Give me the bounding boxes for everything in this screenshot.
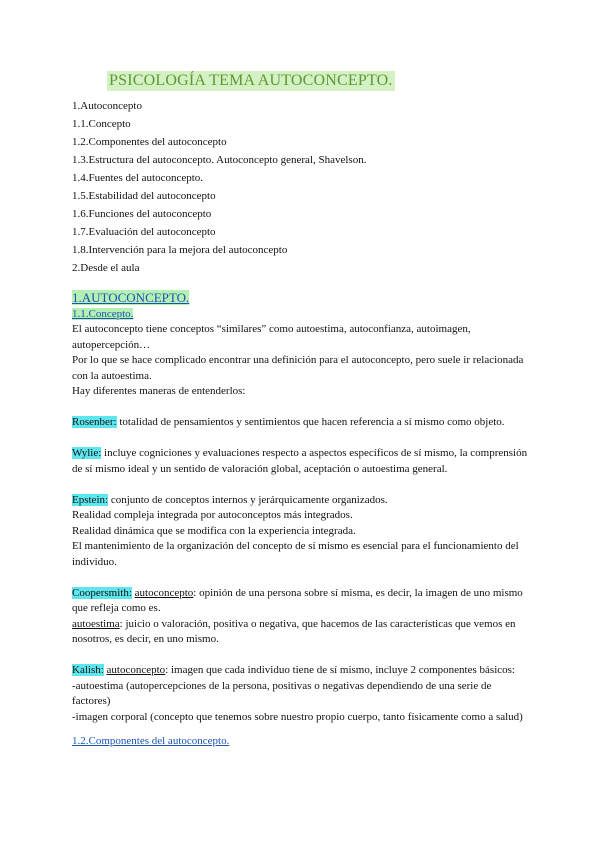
intro-paragraph: Hay diferentes maneras de entenderlos: <box>72 385 246 397</box>
toc-item: 1.Autoconcepto <box>72 100 142 112</box>
author-name: Coopersmith: <box>72 586 132 599</box>
toc-item: 1.7.Evaluación del autoconcepto <box>72 226 216 238</box>
toc-item: 1.4.Fuentes del autoconcepto. <box>72 172 204 184</box>
toc-item: 1.2.Componentes del autoconcepto <box>72 136 227 148</box>
author-name: Rosenber: <box>72 416 117 428</box>
definition-rosenber <box>72 415 532 431</box>
definition-text: : opinión de una persona sobre sí misma, es decir, la imagen de uno mismo que refleja como es. <box>72 586 523 614</box>
intro-paragraph: Por lo que se hace complicado encontrar una definición para el autoconcepto, pero suele ir relacionada con la autoestima. <box>72 354 524 382</box>
term: autoconcepto <box>106 664 166 676</box>
toc-item: 1.3.Estructura del autoconcepto. Autoconcepto general, Shavelson. <box>72 154 367 166</box>
author-name: Wylie: <box>72 447 102 459</box>
subsection-heading: 1.1.Concepto. <box>72 308 134 320</box>
toc-item: 1.1.Concepto <box>72 118 131 130</box>
definition-line: -autoestima (autopercepciones de la persona, positivas o negativas dependiendo de una serie de factores) <box>72 679 492 707</box>
definition-coopersmith <box>72 586 532 617</box>
term: autoestima <box>72 617 120 630</box>
toc-item: 1.6.Funciones del autoconcepto <box>72 208 212 220</box>
section-heading: 1.AUTOCONCEPTO. <box>72 290 190 305</box>
definition-line: El mantenimiento de la organización del concepto de sí mismo es esencial para el funcionamiento del individuo. <box>72 540 519 568</box>
definition-line <box>72 617 532 648</box>
definition-line: Realidad dinámica que se modifica con la experiencia integrada. <box>72 524 356 537</box>
definition-text: conjunto de conceptos internos y jerárquicamente organizados. <box>108 493 388 506</box>
definition-line: Realidad compleja integrada por autoconceptos más integrados. <box>72 509 353 521</box>
definition-text: totalidad de pensamientos y sentimientos que hacen referencia a sí mismo como objeto. <box>116 416 505 428</box>
term: autoconcepto <box>134 586 194 599</box>
definition-epstein <box>72 493 532 509</box>
subsection-heading-next: 1.2.Componentes del autoconcepto. <box>72 735 230 747</box>
definition-kalish <box>72 663 532 679</box>
table-of-contents <box>72 97 366 277</box>
intro-paragraph: El autoconcepto tiene conceptos “similares” como autoestima, autoconfianza, autoimagen, autopercepción… <box>72 323 471 351</box>
definition-text: : juicio o valoración, positiva o negativa, que hacemos de las características que vemos en nosotros, es decir, en uno mismo. <box>72 617 516 645</box>
definition-line: -imagen corporal (concepto que tenemos sobre nuestro propio cuerpo, tanto físicamente como a salud) <box>72 710 523 723</box>
definition-text: : imagen que cada individuo tiene de sí mismo, incluye 2 componentes básicos: <box>165 664 515 676</box>
author-name: Epstein: <box>72 493 109 506</box>
toc-item: 2.Desde el aula <box>72 262 140 274</box>
author-name: Kalish: <box>72 664 104 676</box>
toc-item: 1.8.Intervención para la mejora del autoconcepto <box>72 244 288 256</box>
toc-item: 1.5.Estabilidad del autoconcepto <box>72 190 216 202</box>
document-title: PSICOLOGÍA TEMA AUTOCONCEPTO. <box>109 72 393 89</box>
section-autoconcepto <box>72 288 532 725</box>
definition-wylie <box>72 446 532 477</box>
definition-text: incluye cogniciones y evaluaciones respecto a aspectos específicos de sí mismo, la comprensión de sí mismo ideal y un sentido de valoración global, aceptación o autoestima general. <box>72 447 528 475</box>
